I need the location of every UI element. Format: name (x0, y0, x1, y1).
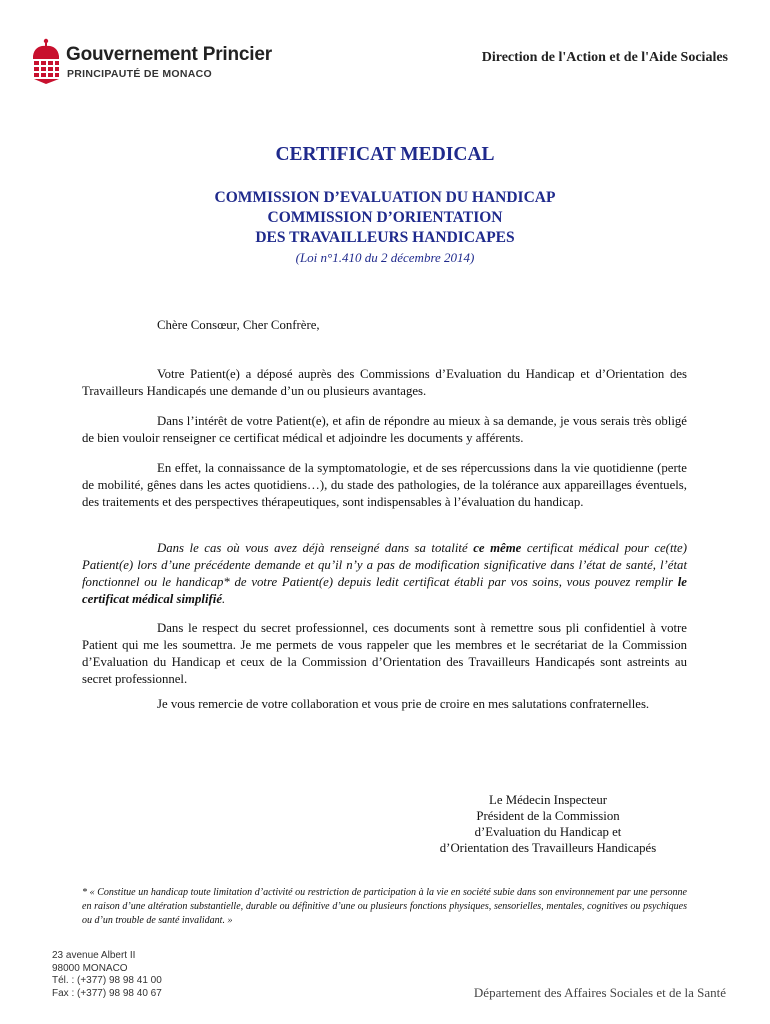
document-title: CERTIFICAT MEDICAL (275, 144, 495, 165)
handicap-definition-footnote: * « Constitue un handicap toute limitation d’activité ou restriction de participation à la vie en société subie dans son environnement par une personne en raison d’une altération substantielle, durable ou définitive d’une ou plusieurs fonctions physiques, sensorielles, mentales, cognitives ou psychiques ou d’un trouble de santé invalidant. » (82, 887, 687, 926)
paragraph-2 (82, 413, 687, 447)
address-city: 98000 MONACO (52, 962, 128, 974)
footer-address (52, 950, 162, 1000)
signature-line-4: d’Orientation des Travailleurs Handicapés (439, 841, 657, 855)
text-segment: certificat médical pour ce(tte) Patient(e) lors d’une précédente demande et qu’il n’y a pas de modification significative dans l’état de santé, l’état fonctionnel ou le handicap* de votre Patient(e) depuis ledit certificat établi par vos soins, vous pouvez remplir (82, 541, 687, 589)
crown-icon (30, 38, 62, 84)
paragraph-1 (82, 366, 687, 400)
fax-number: Fax : (+377) 98 98 40 67 (52, 987, 162, 999)
paragraph-text: Votre Patient(e) a déposé auprès des Commissions d’Evaluation du Handicap et d’Orientation des Travailleurs Handicapés une demande d’un ou plusieurs avantages. (82, 367, 687, 398)
paragraph-text: En effet, la connaissance de la symptomatologie, et de ses répercussions dans la vie quotidienne (perte de mobilité, gênes dans les actes quotidiens…), du stade des pathologies, de la tolérance aux appareillages éventuels, des traitements et des perspectives thérapeutiques, sont indispensables à l’évaluation du handicap. (82, 461, 687, 509)
salutation: Chère Consœur, Cher Confrère, (157, 318, 320, 332)
paragraph-4-simplified-certificate (82, 540, 687, 608)
commission-title-line-2: COMMISSION D’ORIENTATION (267, 209, 503, 226)
organization-name: Gouvernement Princier (66, 44, 272, 65)
paragraph-6 (82, 696, 687, 713)
footer-department: Département des Affaires Sociales et de la Santé (473, 985, 726, 1000)
emphasis-simplified-certificate: le certificat médical simplifié (82, 575, 687, 606)
law-reference: (Loi n°1.410 du 2 décembre 2014) (295, 250, 475, 265)
emphasis-same-certificate: ce même (473, 541, 522, 555)
organization-subtitle: PRINCIPAUTÉ DE MONACO (67, 68, 212, 80)
text-segment: Dans le cas où vous avez déjà renseigné dans sa totalité (157, 541, 474, 555)
commission-title-line-3: DES TRAVAILLEURS HANDICAPES (255, 229, 515, 246)
department-header: Direction de l'Action et de l'Aide Sociales (481, 50, 728, 65)
paragraph-text: Dans le respect du secret professionnel, ces documents sont à remettre sous pli confidentiel à votre Patient qui me les soumettra. Je me permets de vous rappeler que les membres et le secrétariat de la Commission d’Evaluation du Handicap et ceux de la Commission d’Orientation des Travailleurs Handicapés sont astreints au secret professionnel. (82, 621, 687, 686)
text-segment: . (222, 592, 226, 606)
signature-line-3: d’Evaluation du Handicap et (474, 825, 622, 839)
phone-number: Tél. : (+377) 98 98 41 00 (52, 975, 162, 986)
signature-block (400, 792, 696, 856)
paragraph-3 (82, 460, 687, 511)
paragraph-text (82, 540, 687, 608)
signature-line-2: Président de la Commission (476, 809, 620, 823)
signature-line-1: Le Médecin Inspecteur (489, 793, 607, 807)
paragraph-text: Dans l’intérêt de votre Patient(e), et afin de répondre au mieux à sa demande, je vous serais très obligé de bien vouloir renseigner ce certificat médical et adjoindre les documents y afférents. (82, 414, 687, 445)
paragraph-text: Je vous remercie de votre collaboration et vous prie de croire en mes salutations confraternelles. (157, 697, 650, 711)
address-street: 23 avenue Albert II (52, 950, 136, 961)
paragraph-5 (82, 620, 687, 688)
commission-title-line-1: COMMISSION D’EVALUATION DU HANDICAP (214, 189, 556, 206)
